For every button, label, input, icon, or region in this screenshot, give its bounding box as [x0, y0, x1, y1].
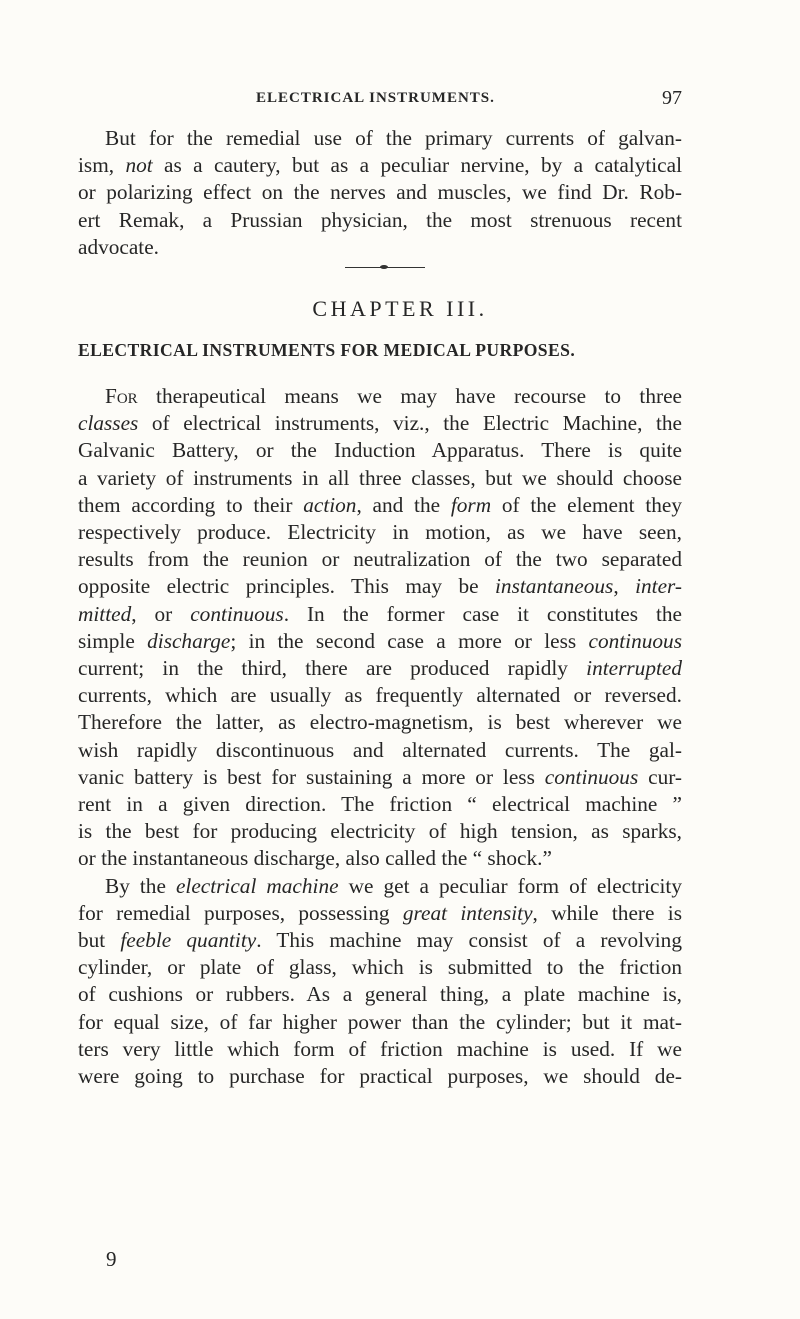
text-run: currents, which are usually as frequently alternated or reversed. — [78, 683, 682, 708]
text-run: we get a peculiar form of electricity — [338, 873, 682, 898]
text-run: classes — [78, 411, 139, 436]
intro-paragraph — [78, 125, 682, 261]
text-run: were going to purchase for practical purposes, we should de- — [78, 1064, 682, 1089]
text-line — [78, 519, 682, 546]
text-run: of the element they — [491, 492, 682, 517]
text-run: a variety of instruments in all three classes, but we should choose — [78, 465, 682, 490]
text-run: continuous — [588, 628, 682, 653]
text-line — [78, 573, 682, 600]
text-run: respectively produce. Electricity in motion, as we have seen, — [78, 520, 682, 545]
text-run: , and the — [356, 492, 451, 517]
text-run: action — [303, 492, 357, 517]
text-run: form — [450, 492, 492, 517]
text-run: feeble quantity — [120, 928, 257, 953]
text-run: of electrical instruments, viz., the Electric Machine, the — [138, 411, 682, 436]
text-run: for remedial purposes, possessing — [78, 900, 403, 925]
text-run: simple — [78, 628, 148, 653]
text-run: But for the remedial use of the primary currents of galvan- — [105, 126, 682, 150]
text-run: Therefore the latter, as electro-magnetism, is best wherever we — [78, 710, 682, 735]
text-line — [78, 234, 682, 261]
text-run: of cushions or rubbers. As a general thing, a plate machine is, — [78, 982, 682, 1007]
text-run: ters very little which form of friction machine is used. If we — [78, 1036, 682, 1061]
text-run: electrical machine — [175, 873, 339, 898]
text-run: rent in a given direction. The friction “ electrical machine ” — [78, 792, 682, 817]
text-line — [78, 152, 682, 179]
text-run: advocate. — [78, 234, 159, 259]
text-line — [78, 437, 682, 464]
chapter-title: ELECTRICAL INSTRUMENTS FOR MEDICAL PURPOSES. — [78, 340, 576, 360]
text-run: continuous — [190, 601, 284, 626]
text-line — [78, 764, 682, 791]
text-run: Galvanic Battery, or the Induction Apparatus. There is quite — [78, 438, 682, 463]
text-run: them according to their — [78, 492, 304, 517]
text-run: cur- — [638, 764, 682, 789]
text-line — [78, 1036, 682, 1063]
chapter-heading: CHAPTER III. — [312, 296, 488, 321]
text-line — [78, 628, 682, 655]
text-line — [78, 1063, 682, 1090]
text-run: instantaneous — [495, 574, 614, 599]
running-head-title: ELECTRICAL INSTRUMENTS. — [256, 90, 495, 106]
text-line — [78, 900, 682, 927]
text-line — [78, 954, 682, 981]
text-line — [78, 873, 682, 900]
text-run: . This machine may consist of a revolving — [256, 928, 682, 953]
text-run: great intensity — [402, 900, 533, 925]
text-run: but — [78, 928, 121, 953]
text-line — [78, 601, 682, 628]
text-run: results from the reunion or neutralization of the two separated — [78, 547, 682, 572]
text-line — [78, 546, 682, 573]
text-line — [78, 845, 682, 872]
text-line — [78, 682, 682, 709]
text-run: cylinder, or plate of glass, which is submitted to the friction — [78, 955, 682, 980]
text-run: vanic battery is best for sustaining a more or less — [78, 764, 545, 789]
text-run: discharge — [147, 628, 231, 653]
text-line — [78, 655, 682, 682]
body-paragraph — [78, 383, 682, 1090]
text-run: ; in the second case a more or less — [230, 628, 589, 653]
text-line — [78, 492, 682, 519]
text-line — [78, 709, 682, 736]
text-line — [78, 125, 682, 152]
text-run: ert Remak, a Prussian physician, the most strenuous recent — [78, 207, 682, 232]
text-run: continuous — [544, 764, 639, 789]
text-run: , while there is — [532, 900, 682, 925]
text-run: or polarizing effect on the nerves and muscles, we find Dr. Rob- — [78, 180, 682, 205]
text-run: inter- — [635, 574, 682, 599]
text-line — [78, 1009, 682, 1036]
text-run: interrupted — [586, 656, 682, 681]
text-run: For — [105, 384, 138, 408]
text-run: is the best for producing electricity of high tension, as sparks, — [78, 819, 682, 844]
text-run: wish rapidly discontinuous and alternated currents. The gal- — [78, 737, 682, 762]
text-run: mitted — [78, 601, 132, 626]
text-run: opposite electric principles. This may be — [78, 574, 496, 599]
section-divider-ornament — [380, 265, 388, 269]
text-line — [78, 465, 682, 492]
text-line — [78, 410, 682, 437]
text-run: current; in the third, there are produced rapidly — [78, 656, 587, 681]
text-run: therapeutical means we may have recourse to three — [137, 384, 682, 408]
text-line — [78, 207, 682, 234]
text-run: By the — [105, 873, 176, 898]
text-run: . In the former case it constitutes the — [283, 601, 682, 626]
page-number: 97 — [662, 87, 682, 109]
signature-mark: 9 — [106, 1247, 117, 1271]
text-line — [78, 383, 682, 410]
text-line — [78, 818, 682, 845]
running-head — [78, 87, 682, 112]
text-line — [78, 737, 682, 764]
text-run: ism, — [78, 153, 126, 178]
text-run: , — [613, 574, 636, 599]
text-line — [78, 179, 682, 206]
text-line — [78, 927, 682, 954]
text-line — [78, 791, 682, 818]
text-run: as a cautery, but as a peculiar nervine, by a catalytical — [152, 153, 682, 178]
text-run: or the instantaneous discharge, also called the “ shock.” — [78, 846, 552, 871]
text-run: for equal size, of far higher power than the cylinder; but it mat- — [78, 1009, 682, 1034]
text-line — [78, 981, 682, 1008]
text-run: not — [125, 153, 153, 178]
text-run: , or — [131, 601, 191, 626]
